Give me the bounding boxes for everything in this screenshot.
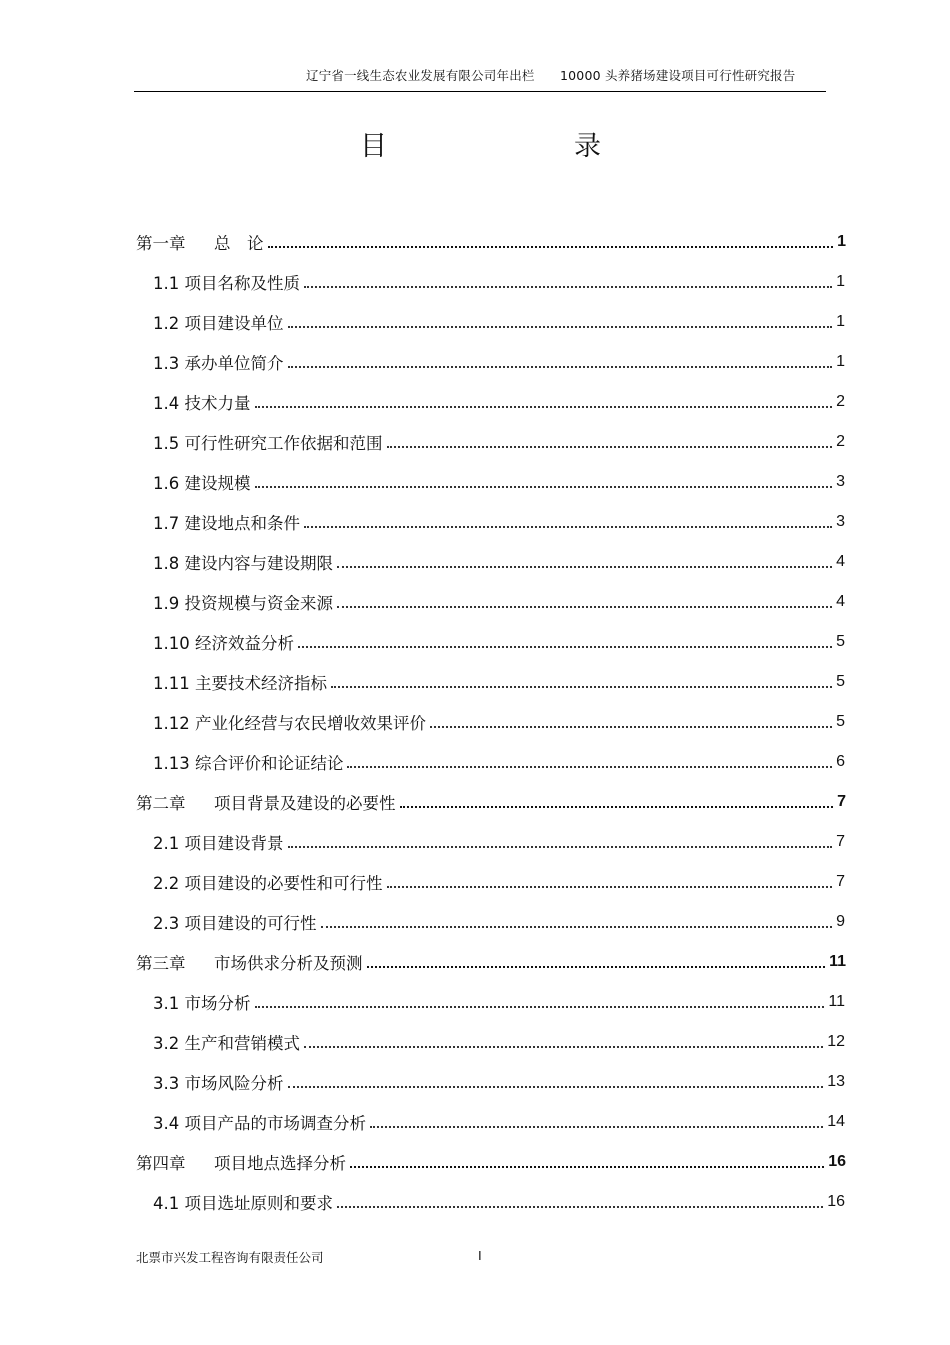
toc-chapter-entry[interactable]	[136, 227, 846, 257]
toc-page-number: 2	[836, 433, 845, 450]
toc-title-char-2: 录	[574, 131, 601, 162]
toc-section-label: 1.12 产业化经营与农民增收效果评价	[153, 714, 426, 733]
toc-section-label: 2.2 项目建设的必要性和可行性	[153, 874, 383, 893]
toc-section-label: 1.3 承办单位简介	[153, 354, 284, 373]
toc-section-label: 3.3 市场风险分析	[153, 1074, 284, 1093]
toc-dot-leader	[304, 267, 832, 297]
toc-section-entry[interactable]	[153, 267, 845, 297]
footer-page-number: I	[478, 1248, 482, 1263]
toc-page-number: 5	[836, 673, 845, 690]
toc-page-number: 3	[836, 513, 845, 530]
toc-section-entry[interactable]	[153, 987, 845, 1017]
toc-section-entry[interactable]	[153, 707, 845, 737]
footer-company: 北票市兴发工程咨询有限责任公司	[136, 1250, 324, 1265]
toc-chapter-number: 第三章	[136, 954, 186, 973]
toc-section-entry[interactable]	[153, 907, 845, 937]
toc-dot-leader	[321, 907, 833, 937]
toc-section-entry[interactable]	[153, 747, 845, 777]
toc-section-label: 1.1 项目名称及性质	[153, 274, 300, 293]
toc-page-number: 11	[829, 953, 846, 970]
toc-page-number: 1	[836, 273, 845, 290]
toc-dot-leader	[400, 787, 834, 817]
toc-page-number: 3	[836, 473, 845, 490]
toc-chapter-entry[interactable]	[136, 787, 846, 817]
toc-page-number: 7	[837, 793, 846, 810]
toc-dot-leader	[304, 1027, 823, 1057]
toc-page-number: 5	[836, 633, 845, 650]
toc-dot-leader	[331, 667, 832, 697]
toc-title-char-1: 目	[360, 131, 387, 162]
toc-page-number: 4	[836, 553, 845, 570]
toc-page-number: 14	[827, 1113, 845, 1130]
header-rule	[134, 91, 826, 92]
toc-section-entry[interactable]	[153, 347, 845, 377]
toc-chapter-number: 第二章	[136, 794, 186, 813]
toc-page-number: 9	[836, 913, 845, 930]
toc-section-label: 3.1 市场分析	[153, 994, 251, 1013]
toc-dot-leader	[370, 1107, 823, 1137]
toc-page-number: 1	[837, 233, 846, 250]
toc-chapter-number: 第四章	[136, 1154, 186, 1173]
toc-dot-leader	[430, 707, 832, 737]
toc-section-entry[interactable]	[153, 507, 845, 537]
toc-section-label: 1.6 建设规模	[153, 474, 251, 493]
toc-dot-leader	[288, 307, 833, 337]
toc-page-number: 6	[836, 753, 845, 770]
toc-page-number: 7	[836, 833, 845, 850]
toc-chapter-entry[interactable]	[136, 947, 846, 977]
toc-dot-leader	[288, 827, 833, 857]
toc-chapter-entry[interactable]	[136, 1147, 846, 1177]
toc-section-label: 2.3 项目建设的可行性	[153, 914, 317, 933]
toc-page-number: 4	[836, 593, 845, 610]
toc-section-entry[interactable]	[153, 387, 845, 417]
header-text: 辽宁省一线生态农业发展有限公司年出栏 10000 头养猪场建设项目可行性研究报告	[306, 68, 796, 83]
toc-section-label: 1.7 建设地点和条件	[153, 514, 300, 533]
toc-section-entry[interactable]	[153, 467, 845, 497]
toc-chapter-label	[136, 790, 396, 814]
toc-section-label: 1.9 投资规模与资金来源	[153, 594, 333, 613]
toc-dot-leader	[367, 947, 826, 977]
toc-section-entry[interactable]	[153, 1027, 845, 1057]
toc-section-entry[interactable]	[153, 1067, 845, 1097]
toc-page-number: 7	[836, 873, 845, 890]
toc-chapter-label	[136, 1150, 346, 1174]
toc-chapter-title: 总 论	[214, 234, 264, 253]
toc-chapter-title: 项目背景及建设的必要性	[214, 794, 396, 813]
toc-page-number: 2	[836, 393, 845, 410]
toc-page-number: 1	[836, 313, 845, 330]
toc-page-number: 16	[828, 1153, 846, 1170]
toc-page-number: 13	[827, 1073, 845, 1090]
toc-dot-leader	[387, 867, 833, 897]
toc-dot-leader	[255, 387, 833, 417]
toc-dot-leader	[288, 347, 833, 377]
toc-chapter-title: 项目地点选择分析	[214, 1154, 346, 1173]
page-header	[134, 66, 826, 92]
toc-section-label: 1.8 建设内容与建设期限	[153, 554, 333, 573]
toc-chapter-number: 第一章	[136, 234, 186, 253]
toc-section-entry[interactable]	[153, 867, 845, 897]
toc-chapter-label	[136, 230, 264, 254]
toc-page-number: 1	[836, 353, 845, 370]
toc-section-entry[interactable]	[153, 627, 845, 657]
toc-chapter-title: 市场供求分析及预测	[214, 954, 363, 973]
toc-dot-leader	[268, 227, 834, 257]
toc-page-number: 16	[827, 1193, 845, 1210]
toc-page-number: 12	[827, 1033, 845, 1050]
toc-section-entry[interactable]	[153, 547, 845, 577]
toc-dot-leader	[255, 987, 825, 1017]
toc-dot-leader	[337, 547, 832, 577]
toc-section-entry[interactable]	[153, 1107, 845, 1137]
toc-section-label: 2.1 项目建设背景	[153, 834, 284, 853]
toc-dot-leader	[347, 747, 832, 777]
toc-section-entry[interactable]	[153, 827, 845, 857]
toc-section-label: 3.2 生产和营销模式	[153, 1034, 300, 1053]
toc-dot-leader	[350, 1147, 824, 1177]
toc-dot-leader	[288, 1067, 824, 1097]
toc-page-number: 11	[828, 993, 845, 1010]
toc-section-label: 3.4 项目产品的市场调查分析	[153, 1114, 366, 1133]
toc-section-label: 4.1 项目选址原则和要求	[153, 1194, 333, 1213]
toc-section-entry[interactable]	[153, 307, 845, 337]
toc-section-label: 1.4 技术力量	[153, 394, 251, 413]
toc-section-entry[interactable]	[153, 1187, 845, 1217]
toc-section-label: 1.13 综合评价和论证结论	[153, 754, 344, 773]
toc-section-label: 1.10 经济效益分析	[153, 634, 294, 653]
toc-dot-leader	[304, 507, 832, 537]
toc-chapter-label	[136, 950, 363, 974]
toc-section-entry[interactable]	[153, 587, 845, 617]
toc-section-entry[interactable]	[153, 667, 845, 697]
toc-page-number: 5	[836, 713, 845, 730]
toc-dot-leader	[387, 427, 833, 457]
toc-dot-leader	[337, 587, 832, 617]
toc-section-label: 1.11 主要技术经济指标	[153, 674, 327, 693]
toc-dot-leader	[337, 1187, 823, 1217]
toc-section-entry[interactable]	[153, 427, 845, 457]
toc-section-label: 1.5 可行性研究工作依据和范围	[153, 434, 383, 453]
toc-dot-leader	[255, 467, 833, 497]
toc-dot-leader	[298, 627, 832, 657]
toc-section-label: 1.2 项目建设单位	[153, 314, 284, 333]
